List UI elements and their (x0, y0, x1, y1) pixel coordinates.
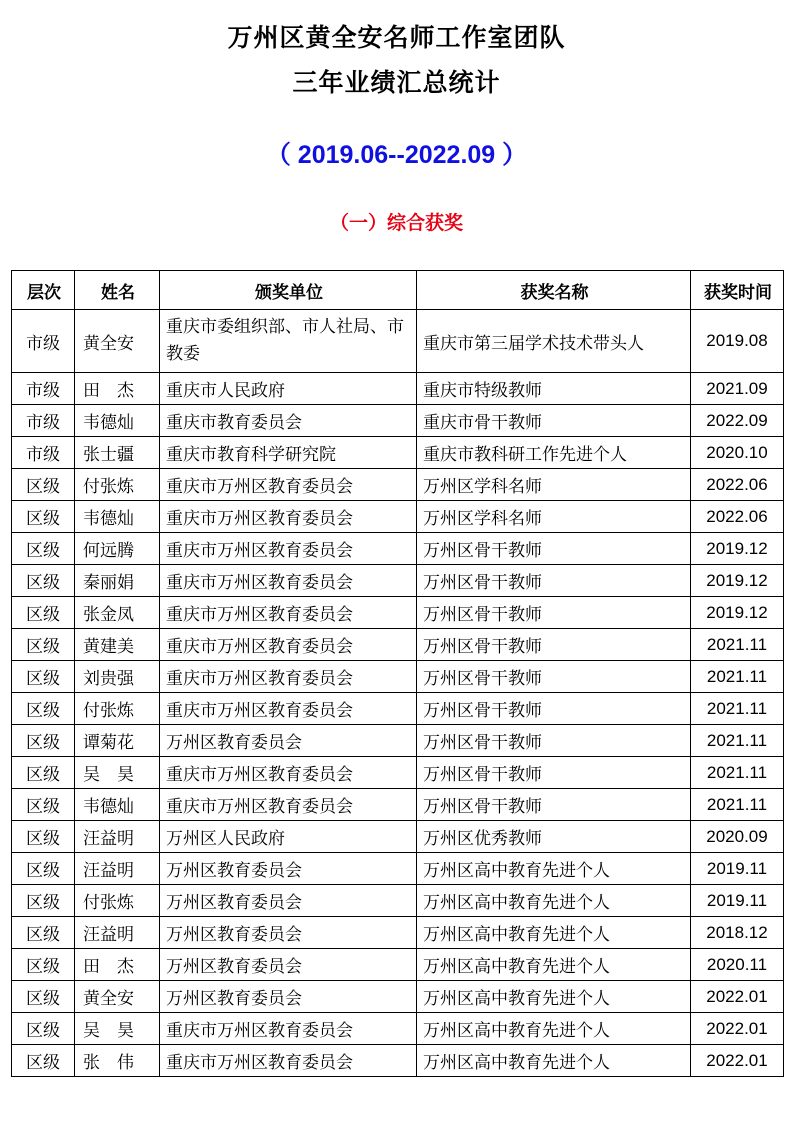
cell-level: 区级 (12, 565, 75, 597)
cell-issuer: 重庆市万州区教育委员会 (160, 629, 417, 661)
cell-name: 付张炼 (75, 469, 160, 501)
cell-level: 区级 (12, 885, 75, 917)
cell-date: 2020.10 (691, 437, 784, 469)
cell-date: 2022.06 (691, 469, 784, 501)
table-row (12, 661, 784, 693)
cell-award: 万州区骨干教师 (417, 789, 691, 821)
table-row (12, 533, 784, 565)
cell-award: 万州区骨干教师 (417, 661, 691, 693)
cell-name: 吴 昊 (75, 1013, 160, 1045)
cell-date: 2021.11 (691, 693, 784, 725)
column-header-award: 获奖名称 (417, 271, 691, 310)
cell-level: 区级 (12, 661, 75, 693)
cell-name: 韦德灿 (75, 405, 160, 437)
cell-issuer: 万州区教育委员会 (160, 917, 417, 949)
cell-date: 2021.11 (691, 661, 784, 693)
cell-date: 2020.09 (691, 821, 784, 853)
cell-name: 汪益明 (75, 853, 160, 885)
cell-level: 区级 (12, 821, 75, 853)
cell-issuer: 重庆市万州区教育委员会 (160, 469, 417, 501)
cell-award: 万州区高中教育先进个人 (417, 949, 691, 981)
cell-date: 2022.09 (691, 405, 784, 437)
cell-issuer: 万州区教育委员会 (160, 981, 417, 1013)
cell-name: 张士疆 (75, 437, 160, 469)
cell-level: 区级 (12, 533, 75, 565)
cell-level: 区级 (12, 789, 75, 821)
cell-name: 付张炼 (75, 885, 160, 917)
table-row (12, 310, 784, 373)
cell-name: 韦德灿 (75, 789, 160, 821)
cell-date: 2022.01 (691, 1045, 784, 1077)
cell-issuer: 万州区人民政府 (160, 821, 417, 853)
table-row (12, 1045, 784, 1077)
cell-award: 万州区骨干教师 (417, 725, 691, 757)
cell-issuer: 万州区教育委员会 (160, 853, 417, 885)
cell-award: 万州区高中教育先进个人 (417, 853, 691, 885)
cell-level: 区级 (12, 501, 75, 533)
awards-table (11, 270, 784, 1077)
cell-name: 黄全安 (75, 310, 160, 373)
table-row (12, 405, 784, 437)
cell-level: 区级 (12, 725, 75, 757)
document-title: 万州区黄全安名师工作室团队 (227, 23, 566, 52)
cell-level: 区级 (12, 693, 75, 725)
cell-award: 万州区骨干教师 (417, 533, 691, 565)
cell-issuer: 重庆市万州区教育委员会 (160, 661, 417, 693)
cell-level: 市级 (12, 373, 75, 405)
cell-date: 2021.09 (691, 373, 784, 405)
cell-award: 万州区骨干教师 (417, 693, 691, 725)
column-header-level: 层次 (12, 271, 75, 310)
cell-issuer: 万州区教育委员会 (160, 885, 417, 917)
cell-name: 韦德灿 (75, 501, 160, 533)
column-header-name: 姓名 (75, 271, 160, 310)
table-row (12, 629, 784, 661)
cell-date: 2019.12 (691, 533, 784, 565)
cell-issuer: 重庆市万州区教育委员会 (160, 757, 417, 789)
cell-award: 万州区优秀教师 (417, 821, 691, 853)
cell-award: 万州区骨干教师 (417, 757, 691, 789)
cell-name: 汪益明 (75, 821, 160, 853)
cell-award: 万州区骨干教师 (417, 565, 691, 597)
cell-award: 万州区学科名师 (417, 469, 691, 501)
cell-date: 2021.11 (691, 725, 784, 757)
cell-issuer: 重庆市万州区教育委员会 (160, 501, 417, 533)
cell-date: 2022.01 (691, 981, 784, 1013)
cell-name: 张 伟 (75, 1045, 160, 1077)
cell-date: 2019.12 (691, 597, 784, 629)
cell-date: 2019.08 (691, 310, 784, 373)
cell-date: 2019.11 (691, 853, 784, 885)
cell-level: 市级 (12, 310, 75, 373)
cell-issuer: 重庆市万州区教育委员会 (160, 565, 417, 597)
cell-level: 区级 (12, 597, 75, 629)
cell-issuer: 重庆市人民政府 (160, 373, 417, 405)
cell-award: 万州区骨干教师 (417, 629, 691, 661)
cell-date: 2021.11 (691, 757, 784, 789)
cell-level: 区级 (12, 949, 75, 981)
cell-name: 刘贵强 (75, 661, 160, 693)
document-subtitle: 三年业绩汇总统计 (292, 68, 501, 97)
cell-date: 2020.11 (691, 949, 784, 981)
table-row (12, 853, 784, 885)
cell-date: 2022.06 (691, 501, 784, 533)
cell-issuer: 重庆市教育科学研究院 (160, 437, 417, 469)
column-header-issuer: 颁奖单位 (160, 271, 417, 310)
cell-award: 万州区高中教育先进个人 (417, 981, 691, 1013)
cell-award: 万州区高中教育先进个人 (417, 885, 691, 917)
cell-name: 吴 昊 (75, 757, 160, 789)
table-row (12, 437, 784, 469)
table-row (12, 949, 784, 981)
cell-name: 张金凤 (75, 597, 160, 629)
cell-name: 何远腾 (75, 533, 160, 565)
cell-level: 区级 (12, 757, 75, 789)
cell-award: 万州区高中教育先进个人 (417, 1013, 691, 1045)
cell-issuer: 重庆市教育委员会 (160, 405, 417, 437)
period-range: （ 2019.06--2022.09 ） (265, 141, 528, 169)
cell-date: 2018.12 (691, 917, 784, 949)
table-row (12, 885, 784, 917)
cell-date: 2021.11 (691, 629, 784, 661)
table-row (12, 1013, 784, 1045)
column-header-date: 获奖时间 (691, 271, 784, 310)
cell-level: 区级 (12, 853, 75, 885)
table-row (12, 981, 784, 1013)
table-row (12, 469, 784, 501)
cell-name: 秦丽娟 (75, 565, 160, 597)
section-heading: （一）综合获奖 (329, 212, 463, 234)
cell-level: 区级 (12, 1045, 75, 1077)
cell-name: 田 杰 (75, 373, 160, 405)
cell-award: 万州区高中教育先进个人 (417, 1045, 691, 1077)
cell-issuer: 重庆市万州区教育委员会 (160, 1013, 417, 1045)
cell-issuer: 重庆市委组织部、市人社局、市教委 (160, 310, 417, 373)
cell-date: 2022.01 (691, 1013, 784, 1045)
cell-level: 区级 (12, 629, 75, 661)
cell-level: 区级 (12, 917, 75, 949)
cell-date: 2019.11 (691, 885, 784, 917)
cell-name: 黄全安 (75, 981, 160, 1013)
cell-date: 2021.11 (691, 789, 784, 821)
table-body (12, 310, 784, 1077)
table-row (12, 725, 784, 757)
cell-issuer: 重庆市万州区教育委员会 (160, 1045, 417, 1077)
table-header-row (12, 271, 784, 310)
cell-name: 付张炼 (75, 693, 160, 725)
cell-award: 万州区高中教育先进个人 (417, 917, 691, 949)
cell-award: 万州区学科名师 (417, 501, 691, 533)
cell-issuer: 重庆市万州区教育委员会 (160, 693, 417, 725)
cell-level: 市级 (12, 405, 75, 437)
cell-level: 区级 (12, 1013, 75, 1045)
cell-level: 市级 (12, 437, 75, 469)
cell-name: 田 杰 (75, 949, 160, 981)
table-row (12, 821, 784, 853)
cell-issuer: 万州区教育委员会 (160, 949, 417, 981)
cell-award: 重庆市教科研工作先进个人 (417, 437, 691, 469)
cell-name: 黄建美 (75, 629, 160, 661)
cell-level: 区级 (12, 981, 75, 1013)
cell-date: 2019.12 (691, 565, 784, 597)
cell-name: 汪益明 (75, 917, 160, 949)
cell-issuer: 重庆市万州区教育委员会 (160, 533, 417, 565)
cell-issuer: 重庆市万州区教育委员会 (160, 597, 417, 629)
table-row (12, 597, 784, 629)
cell-award: 重庆市特级教师 (417, 373, 691, 405)
cell-award: 万州区骨干教师 (417, 597, 691, 629)
table-row (12, 373, 784, 405)
table-row (12, 917, 784, 949)
table-row (12, 565, 784, 597)
cell-award: 重庆市骨干教师 (417, 405, 691, 437)
table-row (12, 789, 784, 821)
table-row (12, 501, 784, 533)
table-row (12, 757, 784, 789)
cell-level: 区级 (12, 469, 75, 501)
cell-issuer: 重庆市万州区教育委员会 (160, 789, 417, 821)
cell-name: 谭菊花 (75, 725, 160, 757)
cell-issuer: 万州区教育委员会 (160, 725, 417, 757)
cell-award: 重庆市第三届学术技术带头人 (417, 310, 691, 373)
table-row (12, 693, 784, 725)
